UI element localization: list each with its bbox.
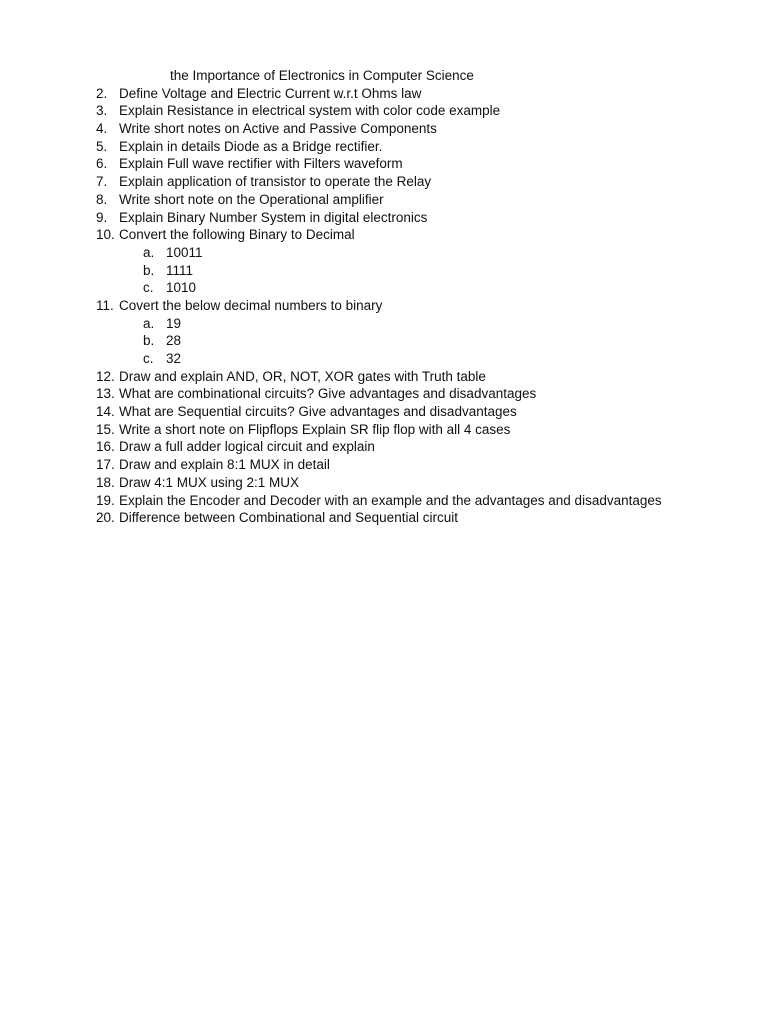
- question-text: Difference between Combinational and Sequential circuit: [119, 510, 458, 526]
- question-number: 15.: [96, 421, 115, 437]
- question-number: 9.: [96, 209, 108, 225]
- question-item: [0, 173, 768, 191]
- sub-item: [0, 244, 768, 262]
- sub-item-text: 1111: [166, 262, 194, 278]
- question-item: [0, 474, 768, 492]
- question-text: Write short note on the Operational amplifier: [119, 191, 384, 207]
- question-item: [0, 438, 768, 456]
- sub-item-letter: c.: [143, 280, 154, 296]
- question-text: Draw and explain AND, OR, NOT, XOR gates with Truth table: [119, 368, 486, 384]
- question-number: 2.: [96, 85, 108, 101]
- question-text: Write short notes on Active and Passive Components: [119, 121, 437, 137]
- sub-item: [0, 350, 768, 368]
- sub-item-text: 32: [166, 351, 182, 366]
- question-text: Draw and explain 8:1 MUX in detail: [119, 457, 330, 473]
- question-text: Draw 4:1 MUX using 2:1 MUX: [119, 474, 300, 490]
- question-number: 20.: [96, 510, 115, 526]
- question-item: [0, 226, 768, 244]
- question-text: What are Sequential circuits? Give advantages and disadvantages: [119, 404, 517, 420]
- question-number: 17.: [96, 457, 115, 473]
- sub-item-text: 1010: [166, 280, 197, 296]
- continuation-text: the Importance of Electronics in Computer Science: [170, 68, 474, 83]
- question-item: [0, 368, 768, 386]
- question-item: [0, 492, 768, 510]
- question-number: 6.: [96, 156, 108, 172]
- question-number: 12.: [96, 368, 115, 384]
- question-item: [0, 191, 768, 209]
- sub-item: [0, 262, 768, 280]
- sub-item: [0, 315, 768, 333]
- question-text: Draw a full adder logical circuit and explain: [119, 439, 375, 455]
- question-item: [0, 85, 768, 103]
- continuation-line: [0, 67, 768, 85]
- question-text: Write a short note on Flipflops Explain SR flip flop with all 4 cases: [119, 421, 511, 437]
- sub-item-text: 19: [166, 315, 182, 331]
- question-number: 4.: [96, 121, 108, 137]
- question-text: Convert the following Binary to Decimal: [119, 227, 355, 243]
- question-number: 11.: [96, 297, 114, 313]
- question-item: [0, 385, 768, 403]
- sub-item-letter: a.: [143, 315, 155, 331]
- question-item: [0, 155, 768, 173]
- question-text: What are combinational circuits? Give advantages and disadvantages: [119, 386, 537, 402]
- question-number: 18.: [96, 474, 115, 490]
- question-number: 3.: [96, 103, 108, 119]
- question-text: Covert the below decimal numbers to binary: [119, 297, 383, 313]
- question-item: [0, 403, 768, 421]
- sub-item-letter: b.: [143, 333, 155, 349]
- sub-item-text: 28: [166, 333, 182, 349]
- question-text: Explain application of transistor to operate the Relay: [119, 174, 432, 190]
- question-text: Explain Resistance in electrical system with color code example: [119, 103, 501, 119]
- sub-item: [0, 279, 768, 297]
- question-text: Explain Full wave rectifier with Filters waveform: [119, 156, 403, 172]
- question-item: [0, 297, 768, 315]
- question-item: [0, 102, 768, 120]
- question-number: 10.: [96, 227, 115, 243]
- sub-item-letter: a.: [143, 244, 155, 260]
- question-item: [0, 138, 768, 156]
- question-number: 16.: [96, 439, 115, 455]
- question-item: [0, 209, 768, 227]
- question-text: Explain the Encoder and Decoder with an example and the advantages and disadvantages: [119, 492, 662, 508]
- question-text: Define Voltage and Electric Current w.r.t Ohms law: [119, 85, 422, 101]
- question-number: 5.: [96, 138, 108, 154]
- sub-item-text: 10011: [166, 244, 203, 260]
- question-number: 14.: [96, 404, 115, 420]
- question-list: [0, 67, 768, 527]
- sub-item-letter: c.: [143, 351, 154, 366]
- question-text: Explain in details Diode as a Bridge rectifier.: [119, 138, 383, 154]
- sub-item-letter: b.: [143, 262, 155, 278]
- question-number: 19.: [96, 492, 115, 508]
- question-text: Explain Binary Number System in digital electronics: [119, 209, 428, 225]
- question-item: [0, 509, 768, 527]
- sub-item: [0, 332, 768, 350]
- question-number: 7.: [96, 174, 108, 190]
- question-number: 8.: [96, 191, 108, 207]
- question-item: [0, 421, 768, 439]
- question-number: 13.: [96, 386, 115, 402]
- question-item: [0, 120, 768, 138]
- question-item: [0, 456, 768, 474]
